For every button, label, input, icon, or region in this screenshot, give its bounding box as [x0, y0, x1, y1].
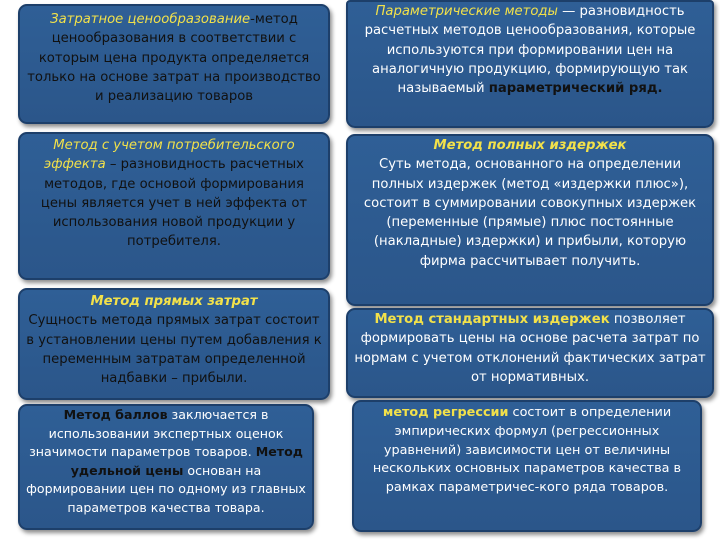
card-title: метод регрессии — [382, 405, 509, 420]
card-cost-based-pricing — [18, 4, 330, 124]
card-standard-costs-method — [346, 308, 714, 398]
card-title-unit-price: Метод удельной цены — [70, 444, 303, 478]
card-title: Метод стандартных издержек — [374, 312, 610, 327]
card-title: Затратное ценообразование — [50, 12, 251, 27]
card-highlight: параметрический ряд. — [488, 81, 663, 97]
card-body: состоит в определении эмпирических формул (регрессионных уравнений) зависимости цен от величины нескольких основных параметров качества в рамках параметричес-кого ряда товаров. — [372, 405, 682, 496]
card-body: позволяет формировать цены на основе расчета затрат по нормам с учетом отклонений фактических затрат от нормативных. — [354, 312, 706, 385]
card-body: — разновидность расчетных методов ценообразования, которые используются при формировании цен на аналогичную продукцию, формирующую так называемый — [364, 4, 696, 97]
card-regression-method — [352, 400, 702, 532]
card-body-unit-price: основан на формировании цен по одному из главных параметров качества товара. — [26, 462, 306, 515]
card-title: Параметрические методы — [375, 4, 558, 19]
card-body-points: заключается в использовании экспертных оценок значимости параметров товаров. — [29, 407, 284, 460]
card-points-and-unit-price-methods — [18, 404, 314, 530]
card-body: – разновидность расчетных методов, где основой формирования цены является учет в ней эффекта от использования новой продукции у потребителя. — [40, 157, 308, 250]
card-title: Метод с учетом потребительского эффекта — [44, 138, 295, 173]
card-parametric-methods — [346, 0, 714, 128]
card-body: -метод ценообразования в соответствии с которым цена продукта определяется только на основе затрат на производство и реализацию товаров — [27, 12, 321, 105]
card-title: Метод полных издержек — [433, 138, 627, 153]
card-direct-costs-method — [18, 288, 330, 400]
card-title: Метод прямых затрат — [90, 294, 258, 309]
card-body: Сущность метода прямых затрат состоит в установлении цены путем добавления к переменным затратам определенной надбавки – прибыли. — [26, 313, 322, 387]
card-full-costs-method — [346, 134, 714, 306]
card-body: Суть метода, основанного на определении полных издержек (метод «издержки плюс»), состоит в суммировании совокупных издержек (переменные (прямые) плюс постоянные (накладные) издержки) и прибыли, которую фирма рассчитывает получить. — [363, 157, 697, 269]
card-title-points: Метод баллов — [63, 407, 168, 422]
card-consumer-effect-method — [18, 132, 330, 280]
